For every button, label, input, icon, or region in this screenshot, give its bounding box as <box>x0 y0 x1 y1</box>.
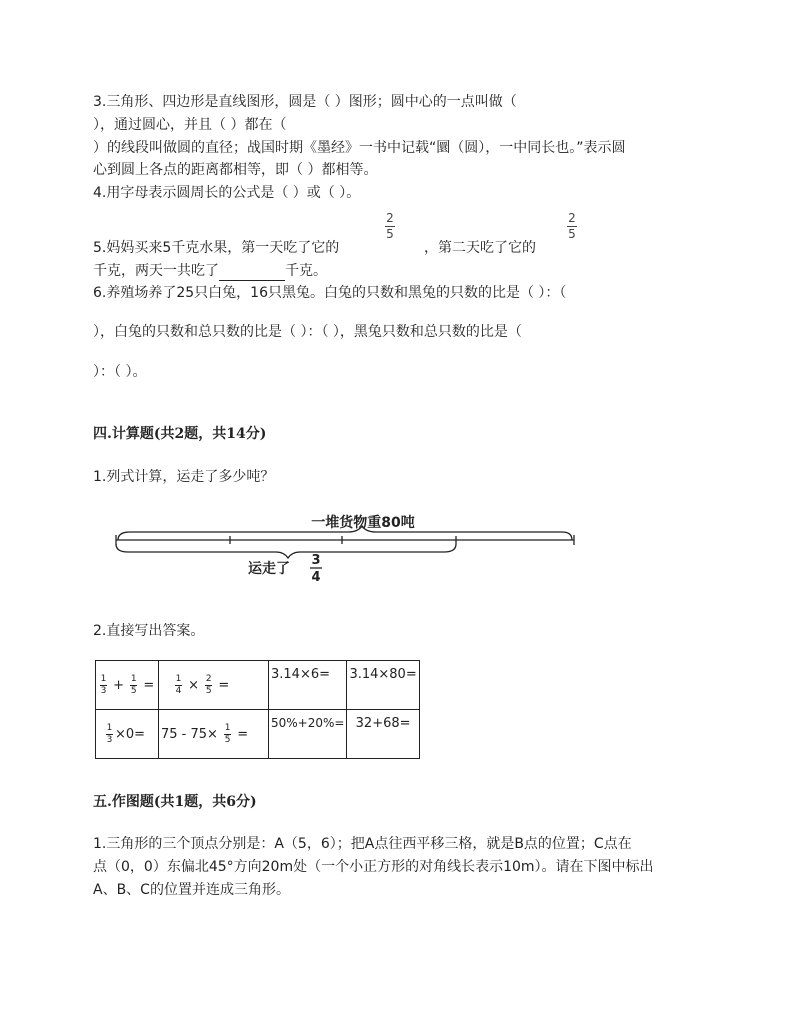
diagram-bottom-label: 运走了 <box>248 561 290 577</box>
q5-line-2b: 千克。 <box>285 263 327 279</box>
equals: = <box>143 677 155 693</box>
equals: = <box>218 677 230 693</box>
fraction: $\frac{1}{3}$ <box>100 673 107 696</box>
table-cell: 50%+20%= <box>269 710 347 759</box>
table-cell: 32+68= <box>347 710 419 759</box>
table-row <box>96 710 420 759</box>
bottom-brace <box>116 544 456 558</box>
s5-q1-line-1: 1.三角形的三个顶点分别是：A（5，6）；把A点往西平移三格，就是B点的位置；C点在 <box>93 836 632 852</box>
q5-fraction-1 <box>385 212 395 241</box>
table-cell <box>159 661 269 710</box>
s5-q1-line-2: 点（0，0）东偏北45°方向20m处（一个小正方形的对角线长表示10m）。请在下图中标出 <box>93 859 654 875</box>
q5-line-2 <box>93 261 327 281</box>
table-cell <box>159 710 269 759</box>
q6-line-1: 6.养殖场养了25只白兔，16只黑兔。白兔的只数和黑兔的只数的比是（ ）：（ <box>93 285 567 301</box>
table-cell: 3.14×80= <box>347 661 419 710</box>
table-cell <box>96 661 159 710</box>
s4-q1-text: 1.列式计算，运走了多少吨？ <box>93 469 275 485</box>
operator: × <box>188 677 200 693</box>
fraction-numerator: 2 <box>568 211 576 225</box>
answer-blank <box>219 266 285 281</box>
q5-line-1a: 5.妈妈买来5千克水果，第一天吃了它的 <box>93 240 340 256</box>
q3-line-3: ）的线段叫做圆的直径；战国时期《墨经》一书中记载“圜（圆），一中同长也。”表示圆 <box>93 140 626 156</box>
fraction: $\frac{1}{5}$ <box>130 673 137 696</box>
diagram-fraction-denominator: 4 <box>311 570 321 585</box>
table-cell: 3.14×6= <box>269 661 347 710</box>
q5-line-1b: ，第二天吃了它的 <box>424 240 536 256</box>
fraction: $\frac{1}{4}$ <box>175 673 182 696</box>
q6-line-3: ）：（ ）。 <box>93 364 147 380</box>
expression: ×0= <box>115 726 146 742</box>
section-5-heading: 五.作图题(共1题，共6分) <box>93 794 257 810</box>
s4-q2-text: 2.直接写出答案。 <box>93 623 205 639</box>
cargo-diagram <box>110 508 590 588</box>
q5-fraction-2 <box>567 212 577 241</box>
equals: = <box>237 726 249 742</box>
expression: 75 - 75× <box>161 726 218 742</box>
fraction-numerator: 2 <box>386 211 394 225</box>
table-cell <box>96 710 159 759</box>
s5-q1-line-3: A、B、C的位置并连成三角形。 <box>93 882 290 898</box>
fraction: $\frac{1}{3}$ <box>106 722 113 745</box>
diagram-top-label: 一堆货物重80吨 <box>311 515 415 531</box>
fraction: $\frac{1}{5}$ <box>224 722 231 745</box>
fraction-denominator: 5 <box>386 227 394 241</box>
q3-line-1: 3.三角形、四边形是直线图形，圆是（ ）图形；圆中心的一点叫做（ <box>93 94 517 110</box>
calculation-table <box>95 660 420 759</box>
q4-text: 4.用字母表示圆周长的公式是（ ）或（ ）。 <box>93 185 361 201</box>
q3-line-2: ），通过圆心，并且（ ）都在（ <box>93 117 287 133</box>
q6-line-2: ），白兔的只数和总只数的比是（ ）：（ ），黑兔只数和总只数的比是（ <box>93 324 522 340</box>
diagram-fraction-numerator: 3 <box>311 553 321 568</box>
fraction: $\frac{2}{5}$ <box>205 673 212 696</box>
operator: + <box>113 677 125 693</box>
q5-line-2a: 千克，两天一共吃了 <box>93 263 219 279</box>
fraction-denominator: 5 <box>568 227 576 241</box>
section-4-heading: 四.计算题(共2题，共14分) <box>93 426 267 442</box>
table-row <box>96 661 420 710</box>
q3-line-4: 心到圆上各点的距离都相等，即（ ）都相等。 <box>93 162 378 178</box>
